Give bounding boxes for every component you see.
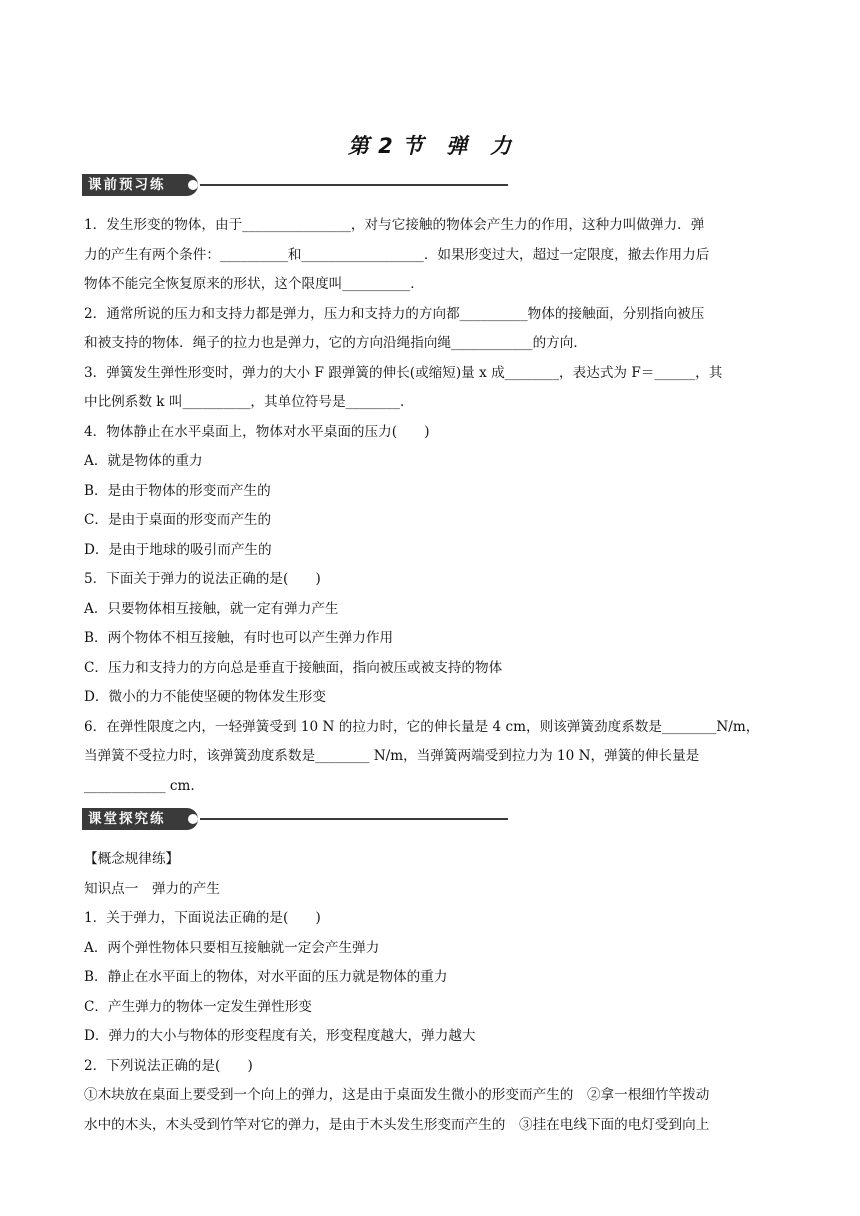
text-line: D．弹力的大小与物体的形变程度有关，形变程度越大，弹力越大	[84, 1028, 476, 1044]
text-line: 力的产生有两个条件：__________和__________________．如果形变过大，超过一定限度，撤去作用力后	[84, 246, 710, 263]
text-line: C．产生弹力的物体一定发生弹性形变	[84, 998, 312, 1015]
text-line: 1．关于弹力，下面说法正确的是( )	[84, 910, 321, 926]
text-line: 水中的木头，木头受到竹竿对它的弹力，是由于木头发生形变而产生的 ③挂在电线下面的电灯受到向上	[84, 1116, 710, 1133]
text-line: 2．下列说法正确的是( )	[84, 1057, 253, 1074]
text-line: 知识点一 弹力的产生	[84, 880, 220, 897]
text-line: 物体不能完全恢复原来的形状，这个限度叫__________．	[84, 276, 424, 292]
text-line: 3．弹簧发生弹性形变时，弹力的大小 F 跟弹簧的伸长(或缩短)量 x 成________，表达式为 F＝______，其	[84, 364, 723, 381]
banner-rule	[200, 184, 508, 186]
text-line: C．压力和支持力的方向总是垂直于接触面，指向被压或被支持的物体	[84, 659, 503, 676]
section-label-preview: 课前预习练	[82, 174, 198, 196]
text-line: 2．通常所说的压力和支持力都是弹力，压力和支持力的方向都__________物体的接触面，分别指向被压	[84, 305, 705, 322]
text-line: A．就是物体的重力	[84, 453, 203, 469]
text-line: 1．发生形变的物体，由于________________，对与它接触的物体会产生力的作用，这种力叫做弹力．弹	[84, 217, 705, 233]
text-line: ①木块放在桌面上要受到一个向上的弹力，这是由于桌面发生微小的形变而产生的 ②拿一根细竹竿拨动	[84, 1087, 710, 1103]
text-line: 当弹簧不受拉力时，该弹簧劲度系数是________ N/m，当弹簧两端受到拉力为 10 N，弹簧的伸长量是	[84, 748, 700, 764]
text-line: D．微小的力不能使坚硬的物体发生形变	[84, 689, 326, 705]
text-line: 6．在弹性限度之内，一轻弹簧受到 10 N 的拉力时，它的伸长量是 4 cm，则该弹簧劲度系数是________N/m，	[84, 718, 760, 735]
banner-dot-icon	[188, 180, 198, 190]
banner-dot-icon	[188, 814, 198, 824]
text-line: A．两个弹性物体只要相互接触就一定会产生弹力	[84, 939, 380, 956]
text-line: ____________ cm.	[84, 777, 195, 794]
text-line: B．静止在水平面上的物体，对水平面的压力就是物体的重力	[84, 969, 448, 985]
section-banner-classroom	[82, 808, 432, 830]
text-line: 和被支持的物体．绳子的拉力也是弹力，它的方向沿绳指向绳____________的方向．	[84, 335, 587, 351]
text-line: 中比例系数 k 叫__________，其单位符号是________．	[84, 394, 414, 410]
section-banner-preview	[82, 174, 432, 196]
text-line: 【概念规律练】	[84, 851, 180, 867]
text-line: A．只要物体相互接触，就一定有弹力产生	[84, 600, 339, 617]
section-label-classroom: 课堂探究练	[82, 808, 198, 830]
text-line: 4．物体静止在水平桌面上，物体对水平桌面的压力( )	[84, 423, 430, 440]
text-line: 5．下面关于弹力的说法正确的是( )	[84, 571, 321, 587]
page-title: 第 2 节 弹 力	[347, 134, 513, 158]
text-line: B．两个物体不相互接触，有时也可以产生弹力作用	[84, 630, 394, 646]
text-line: D．是由于地球的吸引而产生的	[84, 541, 272, 558]
text-line: C．是由于桌面的形变而产生的	[84, 512, 272, 528]
banner-rule	[200, 818, 508, 820]
text-line: B．是由于物体的形变而产生的	[84, 482, 271, 499]
